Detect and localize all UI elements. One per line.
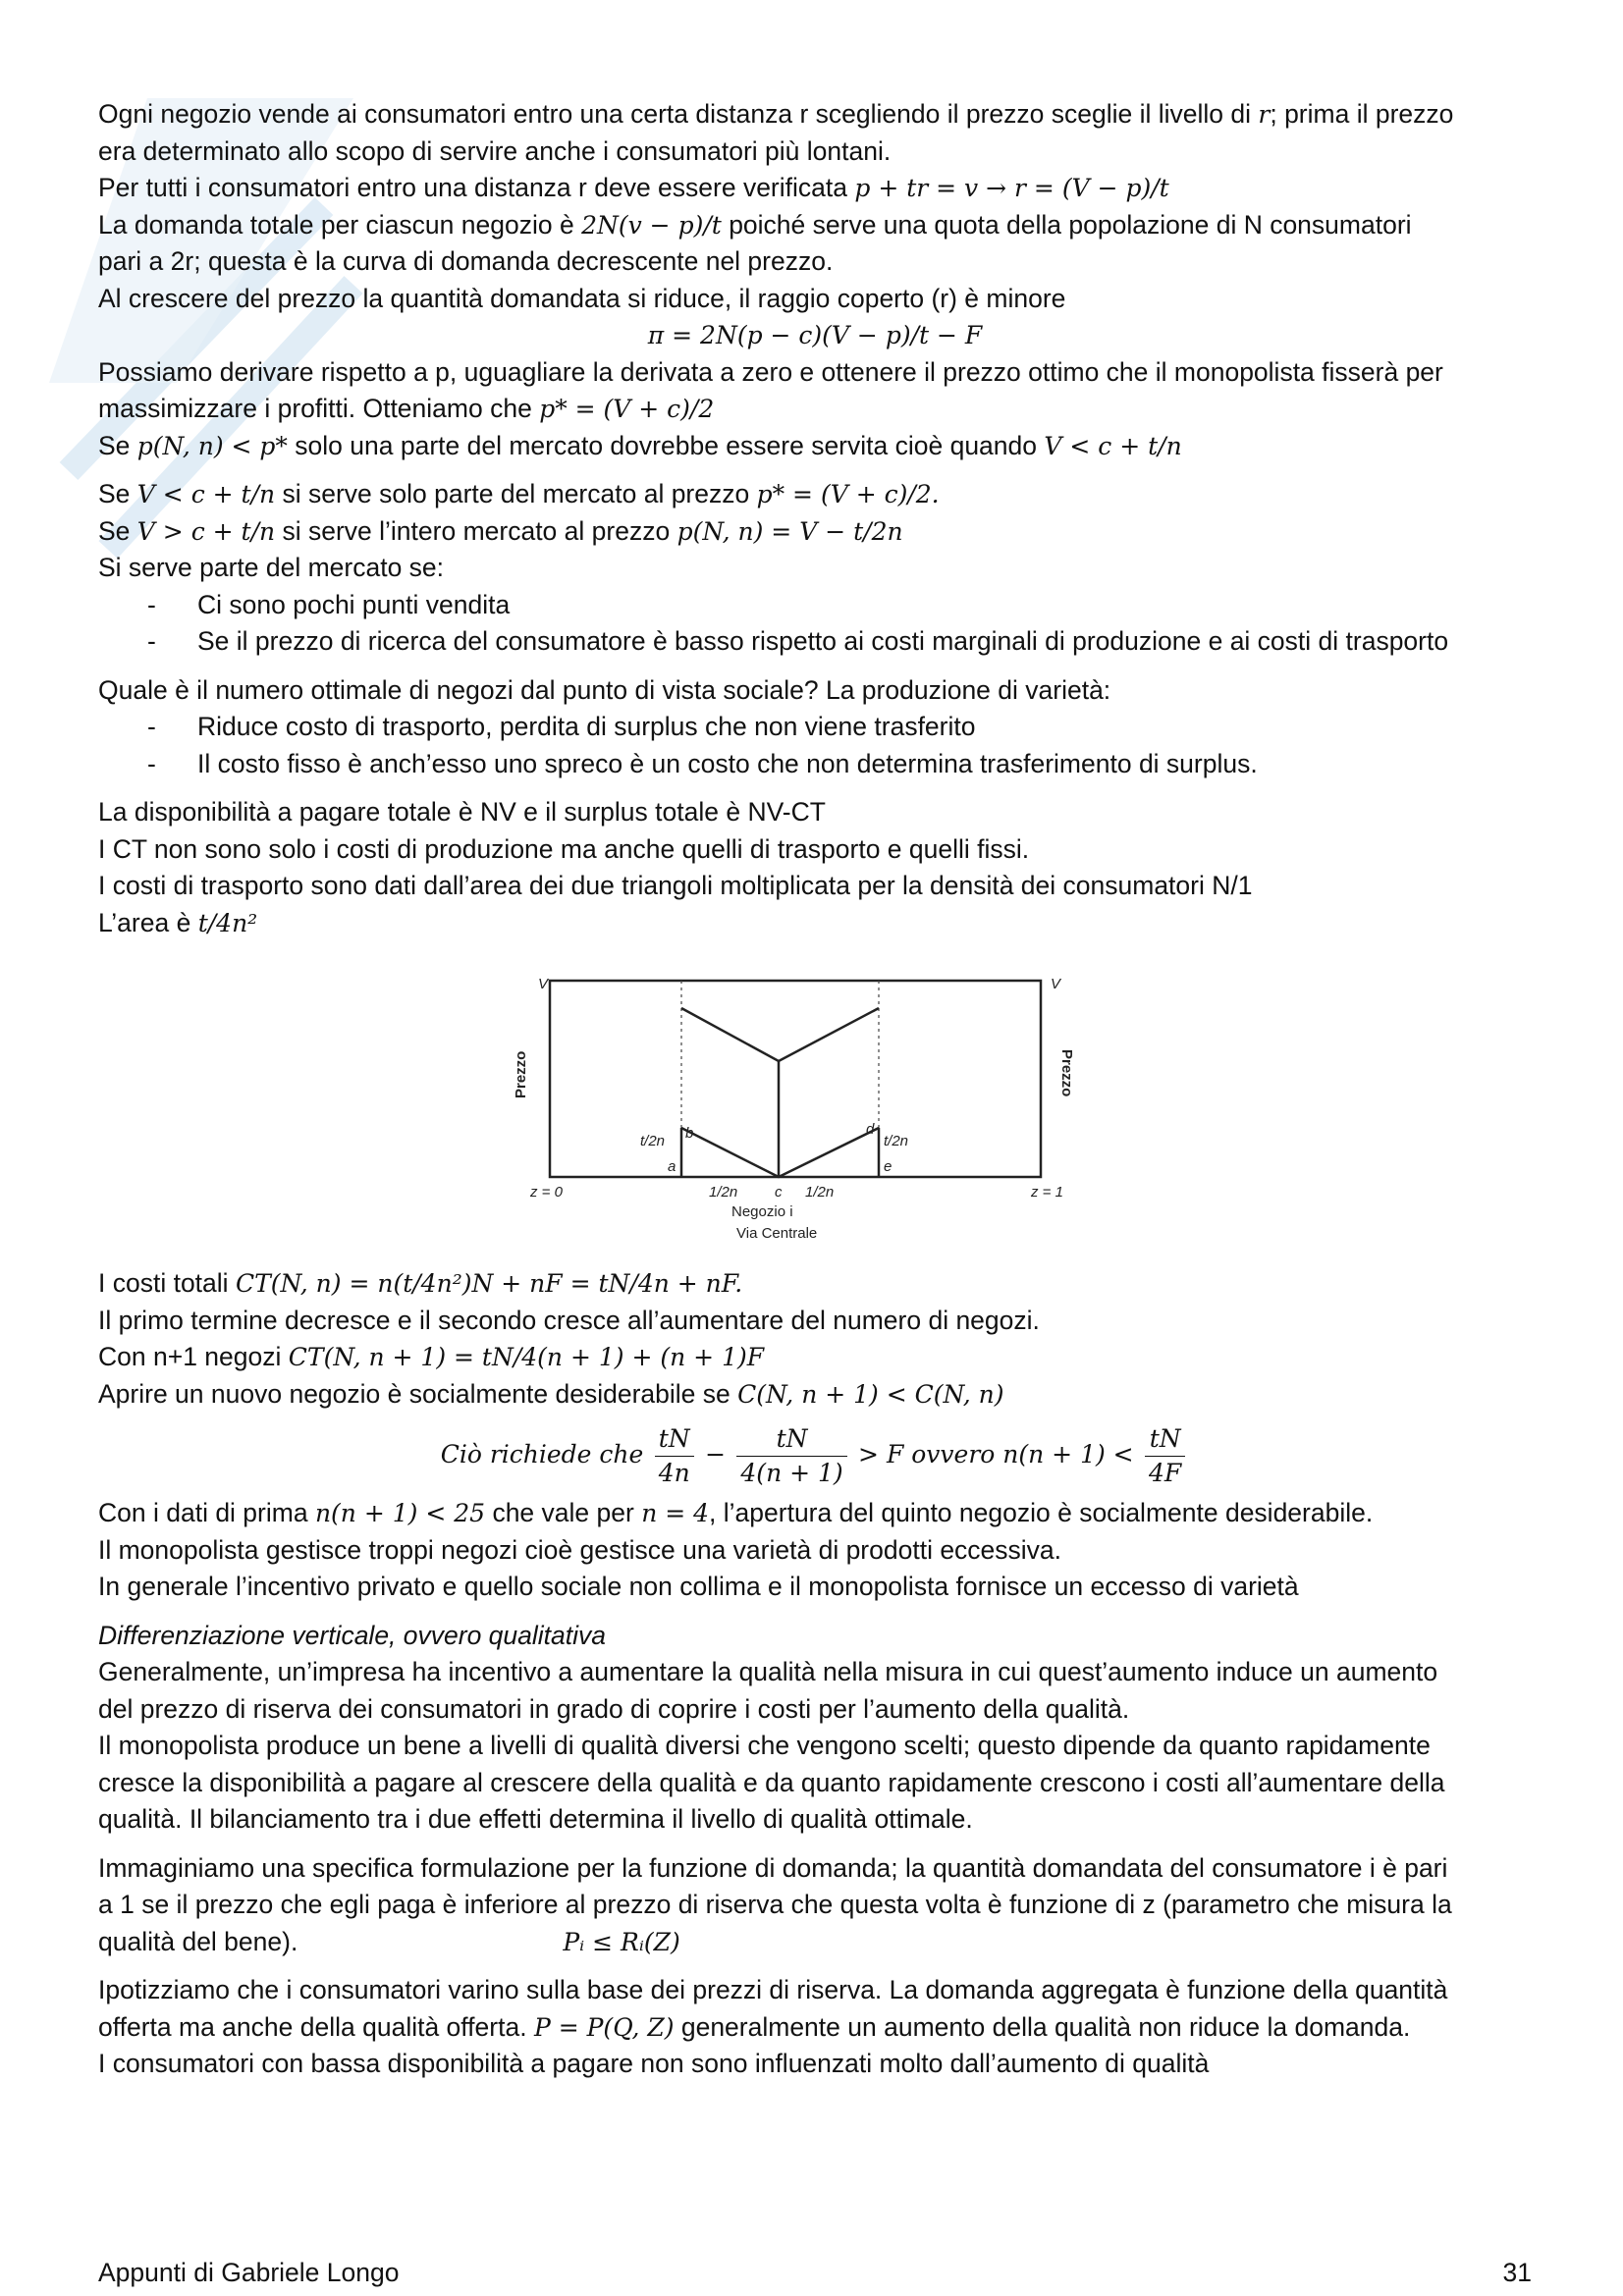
- footer-author: Appunti di Gabriele Longo: [98, 2258, 400, 2287]
- v-left-label: V: [538, 976, 549, 992]
- page-number: 31: [1502, 2258, 1532, 2287]
- v-right-label: V: [1051, 976, 1061, 992]
- point-a-label: a: [668, 1158, 676, 1175]
- half-left-label: 1/2n: [709, 1184, 738, 1201]
- text-line: qualità del bene). Pᵢ ≤ Rᵢ(Z): [98, 1926, 680, 1956]
- text-line: I costi totali CT(N, n) = n(t/4n²)N + nF = tN/4n + nF.: [98, 1268, 743, 1298]
- text-line: La domanda totale per ciascun negozio è 2N(v − p)/t poiché serve una quota della popolazione di N consumatori: [98, 209, 1412, 240]
- text-line: Generalmente, un’impresa ha incentivo a aumentare la qualità nella misura in cui quest’aumento induce un aumento: [98, 1657, 1438, 1686]
- bullet-list: [98, 587, 1532, 661]
- t2n-left-label: t/2n: [640, 1133, 666, 1149]
- text-line: Se V < c + t/n si serve solo parte del mercato al prezzo p* = (V + c)/2.: [98, 479, 940, 508]
- text-line: Se p(N, n) < p* solo una parte del mercato dovrebbe essere servita cioè quando V < c + t/n: [98, 430, 1182, 460]
- point-d-label: d: [866, 1121, 875, 1138]
- text-line: Al crescere del prezzo la quantità domandata si riduce, il raggio coperto (r) è minore: [98, 283, 1066, 313]
- text-line: Con n+1 negozi CT(N, n + 1) = tN/4(n + 1) + (n + 1)F: [98, 1342, 765, 1371]
- list-item: - Ci sono pochi punti vendita: [98, 587, 1532, 624]
- text-line: Quale è il numero ottimale di negozi dal punto di vista sociale? La produzione di varietà:: [98, 674, 1111, 705]
- text-line: offerta ma anche della qualità offerta. P = P(Q, Z) generalmente un aumento della qualità non riduce la domanda.: [98, 2011, 1411, 2042]
- list-item: - Il costo fisso è anch’esso uno spreco è un costo che non determina trasferimento di surplus.: [98, 746, 1532, 783]
- half-right-label: 1/2n: [805, 1184, 835, 1201]
- bullet-list: [98, 709, 1532, 782]
- text-line: cresce la disponibilità a pagare al crescere della qualità e da quanto rapidamente crescono i costi all’aumentare della: [98, 1767, 1445, 1797]
- text-line: I costi di trasporto sono dati dall’area dei due triangoli moltiplicata per la densità dei consumatori N/1: [98, 871, 1253, 900]
- fraction: $\frac{tN}{4F}$: [1145, 1422, 1185, 1490]
- text-line: In generale l’incentivo privato e quello sociale non collima e il monopolista fornisce un eccesso di varietà: [98, 1572, 1299, 1601]
- text-line: L’area è t/4n²: [98, 907, 258, 937]
- spatial-model-figure: [98, 951, 1532, 1265]
- text-line: qualità. Il bilanciamento tra i due effetti determina il livello di qualità ottimale.: [98, 1804, 973, 1834]
- inequality-equation: Ciò richiede che $\frac{tN}{4n}$ − $\frac{tN}{4(n + 1)}$ > F ovvero n(n + 1) < $\frac{tN}{4F}$: [98, 1413, 1532, 1495]
- z0-label: z = 0: [530, 1184, 563, 1201]
- figure-frame: [550, 981, 1041, 1177]
- text-line: Ipotizziamo che i consumatori varino sulla base dei prezzi di riserva. La domanda aggregata è funzione della quantità: [98, 1975, 1448, 2004]
- ylabel-right: Prezzo: [1058, 1049, 1075, 1097]
- z1-label: z = 1: [1031, 1184, 1063, 1201]
- text-line: I consumatori con bassa disponibilità a pagare non sono influenzati molto dall’aumento di qualità: [98, 2049, 1210, 2078]
- text-line: Aprire un nuovo negozio è socialmente desiderabile se C(N, n + 1) < C(N, n): [98, 1378, 1004, 1409]
- upper-v-line: [681, 1008, 879, 1061]
- profit-equation: π = 2N(p − c)(V − p)/t − F: [647, 321, 983, 349]
- text-line: Il monopolista gestisce troppi negozi cioè gestisce una varietà di prodotti eccessiva.: [98, 1534, 1062, 1565]
- negozio-label: Negozio i: [731, 1203, 793, 1220]
- text-line: La disponibilità a pagare totale è NV e il surplus totale è NV-CT: [98, 797, 826, 827]
- text-line: Possiamo derivare rispetto a p, uguagliare la derivata a zero e ottenere il prezzo ottimo che il monopolista fisserà per: [98, 356, 1443, 387]
- text-line: Per tutti i consumatori entro una distanza r deve essere verificata p + tr = v → r = (V − p)/t: [98, 173, 1169, 202]
- text-line: era determinato allo scopo di servire anche i consumatori più lontani.: [98, 135, 892, 166]
- point-b-label: b: [685, 1125, 694, 1142]
- t2n-right-label: t/2n: [884, 1133, 909, 1149]
- point-c-label: c: [775, 1184, 783, 1201]
- text-line: Si serve parte del mercato se:: [98, 553, 445, 582]
- figure-svg: [501, 951, 1129, 1255]
- list-item: - Se il prezzo di ricerca del consumatore è basso rispetto ai costi marginali di produzione e ai costi di trasporto: [98, 623, 1532, 661]
- text-line: massimizzare i profitti. Otteniamo che p* = (V + c)/2: [98, 394, 715, 423]
- text-line: Il monopolista produce un bene a livelli di qualità diversi che vengono scelti; questo dipende da quanto rapidamente: [98, 1731, 1431, 1760]
- point-e-label: e: [884, 1158, 893, 1175]
- list-item: - Riduce costo di trasporto, perdita di surplus che non viene trasferito: [98, 709, 1532, 746]
- via-centrale-label: Via Centrale: [736, 1225, 818, 1242]
- text-line: I CT non sono solo i costi di produzione ma anche quelli di trasporto e quelli fissi.: [98, 833, 1030, 864]
- text-line: a 1 se il prezzo che egli paga è inferiore al prezzo di riserva che questa volta è funzione di z (parametro che misura la: [98, 1890, 1452, 1919]
- section-heading: Differenziazione verticale, ovvero qualitativa: [98, 1620, 607, 1650]
- ylabel-left: Prezzo: [513, 1050, 529, 1098]
- text-line: Immaginiamo una specifica formulazione per la funzione di domanda; la quantità domandata del consumatore i è pari: [98, 1852, 1448, 1883]
- transport-cost-triangles: [681, 1128, 879, 1177]
- fraction: $\frac{tN}{4n}$: [655, 1422, 694, 1490]
- text-line: Con i dati di prima n(n + 1) < 25 che vale per n = 4, l’apertura del quinto negozio è socialmente desiderabile.: [98, 1498, 1374, 1527]
- text-line: Il primo termine decresce e il secondo cresce all’aumentare del numero di negozi.: [98, 1305, 1040, 1335]
- page-footer: [98, 2258, 1532, 2288]
- text-line: Se V > c + t/n si serve l’intero mercato al prezzo p(N, n) = V − t/2n: [98, 515, 903, 546]
- page-content: [98, 96, 1532, 2083]
- fraction: $\frac{tN}{4(n + 1)}$: [736, 1422, 846, 1490]
- text-line: del prezzo di riserva dei consumatori in grado di coprire i costi per l’aumento della qualità.: [98, 1693, 1130, 1724]
- text-line: Ogni negozio vende ai consumatori entro una certa distanza r scegliendo il prezzo sceglie il livello di r; prima il prezzo: [98, 99, 1454, 129]
- text-line: pari a 2r; questa è la curva di domanda decrescente nel prezzo.: [98, 246, 834, 276]
